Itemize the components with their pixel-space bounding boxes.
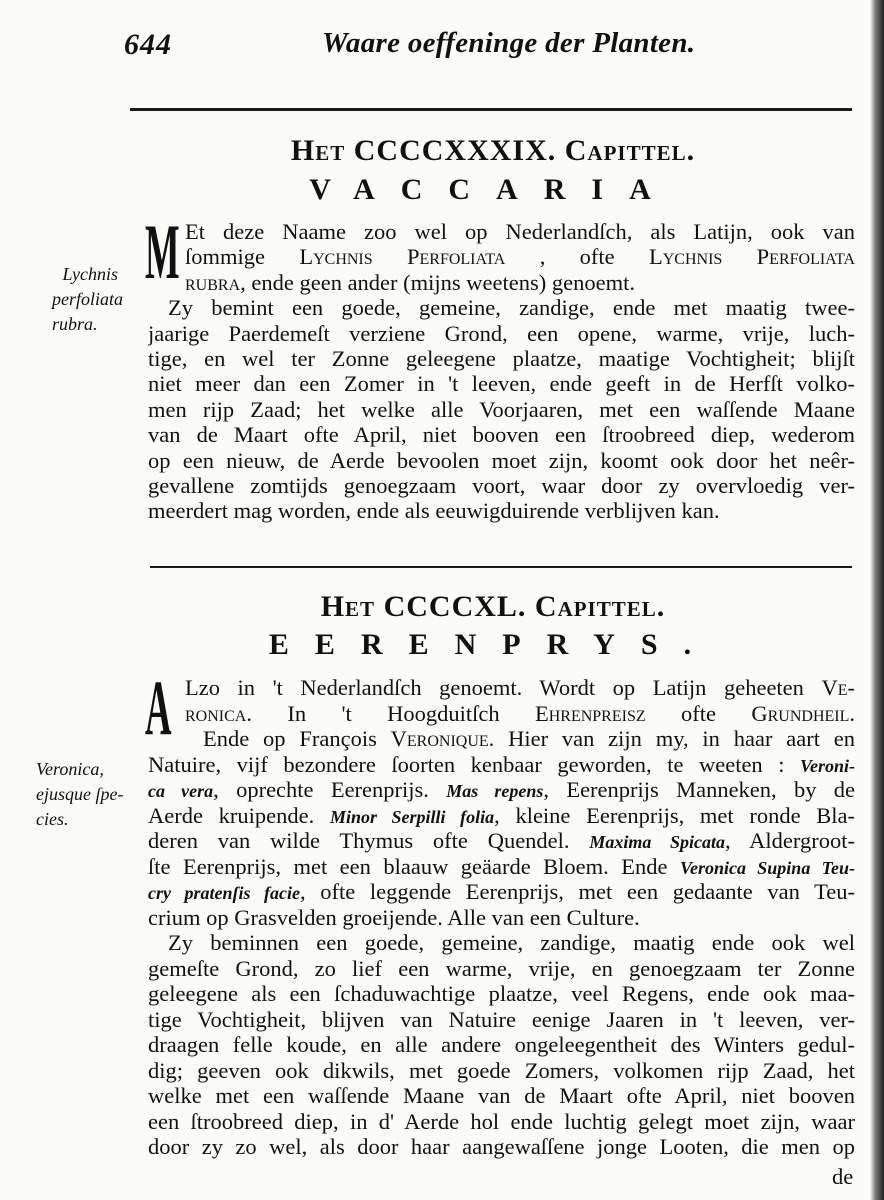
text-segment: Aerde kruipende. [148,802,330,828]
chapter-heading-2: Het CCCCXL. Capittel. [320,590,666,623]
text-line [148,498,855,524]
text-segment: Ende op François [203,726,391,751]
text-segment: deren van wilde Thymus ofte Quendel. [148,828,590,853]
text-segment: . Hier van zijn my, in haar aart en [488,726,855,751]
text-segment: een ſtroobreed diep, in d' Aerde hol ende luchtig gelegt moet zijn, waar [148,1108,855,1134]
text-segment: , ende geen ander (mijns weetens) genoemt. [240,269,635,295]
text-line [148,371,855,397]
text-segment: Et deze Naame zoo wel op Nederlandſch, als Latijn, ook van [185,219,855,244]
text-line [148,1134,855,1160]
margin-note-line: rubra. [52,314,98,334]
text-segment: gevallene zomtijds genoegzaam voort, waar door zy overvloedig ver- [148,473,855,498]
chapter-title-1: VACCARIA [309,173,677,206]
text-segment: welke met een waſſende Maane van de Maart ofte April, niet booven [148,1083,855,1108]
text-line [148,397,855,423]
text-segment: . In 't Hoogduitſch [246,700,535,726]
margin-note-line: Lychnis [62,264,118,284]
text-line [148,321,855,347]
text-segment: , ofte [505,244,649,270]
margin-note-line: ejusque ſpe- [36,784,124,804]
text-line [148,1083,855,1109]
text-line [185,219,855,245]
chapter-title-2: EERENPRYS. [268,628,718,661]
text-line [148,981,855,1007]
small-caps-term: Ve- [821,675,855,700]
text-segment: ſte Eerenprijs, met een blaauw geäarde Bloem. Ende [148,853,680,879]
catchword: de [832,1164,854,1189]
small-caps-term: Lychnis Perfoliata [649,244,855,270]
small-caps-term: Ehrenpreisz [534,700,646,726]
book-binding-edge [870,0,884,1200]
text-segment: geleegene als een ſchaduwachtige plaatze, veel Regens, ende ook maa- [148,981,855,1006]
text-line [148,879,855,905]
text-line [168,930,855,956]
margin-note-line: perfoliata [52,289,123,309]
text-line [185,270,855,296]
text-segment: crium op Grasvelden groeijende. Alle van een Culture. [148,904,640,930]
text-segment: tige Vochtigheit, blijven van Natuire eenige Jaaren in 't leeven, ver- [148,1006,855,1032]
small-caps-term: Grundheil. [751,700,855,726]
text-segment: gemeſte Grond, zo lief een warme, vrije, en genoegzaam ter Zonne [148,955,855,981]
text-segment: jaarige Paerdemeſt verziene Grond, een opene, warme, vrije, luch- [148,320,855,346]
text-segment: draagen felle koude, en alle andere ongeleegentheit des Winters gedul- [148,1032,855,1057]
text-segment: Lzo in 't Nederlandſch genoemt. Wordt op Latijn geheeten [185,675,822,700]
margin-note-line: cies. [36,809,69,829]
text-segment: , kleine Eerenprijs, met ronde Bla- [494,802,855,828]
text-line [148,1032,855,1058]
text-segment: , oprechte Eerenprijs. [213,777,447,802]
text-line [185,244,855,270]
text-line [148,1109,855,1135]
text-line [148,956,855,982]
latin-term: cry pratenſis facie [148,883,301,903]
text-segment: Zy bemint een goede, gemeine, zandige, ende met maatig twee- [168,295,855,321]
text-line [148,752,855,778]
text-line [148,448,855,474]
margin-note-1 [52,262,123,337]
text-line [148,828,855,854]
header-rule [130,108,852,111]
page-number: 644 [124,28,172,61]
text-segment: tige, en wel ter Zonne geleegene plaatze, maatige Vochtigheit; blijſt [148,346,855,371]
text-line [148,1058,855,1084]
text-line [148,422,855,448]
small-caps-term: Veronique [390,726,489,751]
text-segment: meerdert mag worden, ende als eeuwigduirende verblijven kan. [148,498,720,524]
small-caps-term: rubra [185,269,241,295]
text-segment: , Eerenprijs Manneken, by de [543,777,855,802]
text-segment: door zy zo wel, als door haar aangewaſſene jonge Looten, die men op [148,1134,855,1159]
small-caps-term: Lychnis Perfoliata [299,244,506,270]
text-line [148,854,855,880]
text-segment: ofte [645,700,752,726]
text-line [185,675,855,701]
text-line [148,1007,855,1033]
text-segment: niet meer dan een Zomer in 't leeven, ende geeft in de Herfſt volko- [148,371,855,397]
text-line [168,295,855,321]
text-segment: Natuire, vijf bezondere ſoorten kenbaar geworden, te weeten : [148,751,800,777]
text-line [148,803,855,829]
text-segment: men rijp Zaad; het welke alle Voorjaaren, met een waſſende Maane [148,396,855,422]
latin-term: Maxima Spicata [589,832,725,852]
margin-note-line: Veronica, [36,759,104,779]
text-line [148,346,855,372]
latin-term: Veroni- [799,755,855,776]
chapter-heading-1: Het CCCCXXXIX. Capittel. [290,134,696,167]
text-line [185,701,855,727]
latin-term: Veronica Supina Teu- [679,857,855,878]
small-caps-term: ronica [185,700,247,726]
text-segment: op een nieuw, de Aerde bevoolen moet zijn, koomt ook door het neêr- [148,447,855,473]
text-line [148,777,855,803]
section-rule [150,566,852,568]
text-segment: ſommige [185,244,300,270]
text-line [203,726,855,752]
text-segment: , ofte leggende Eerenprijs, met een gedaante van Teu- [300,879,855,904]
text-segment: Zy beminnen een goede, gemeine, zandige, maatig ende ook wel [168,930,855,955]
latin-term: Mas repens [446,781,544,801]
drop-cap-2: A [145,664,172,751]
latin-term: ca vera [148,781,214,801]
margin-note-2 [36,757,136,832]
text-segment: van de Maart ofte April, niet booven een ſtroobreed diep, wederom [148,422,855,448]
text-segment: , Aldergroot- [725,828,855,853]
drop-cap-1: M [145,208,180,295]
text-line [148,905,855,931]
text-segment: dig; geeven ook dikwils, met goede Zomers, volkomen rijp Zaad, het [148,1057,855,1083]
text-line [148,473,855,499]
running-title: Waare oeffeninge der Planten. [322,27,696,59]
latin-term: Minor Serpilli folia [329,806,495,827]
